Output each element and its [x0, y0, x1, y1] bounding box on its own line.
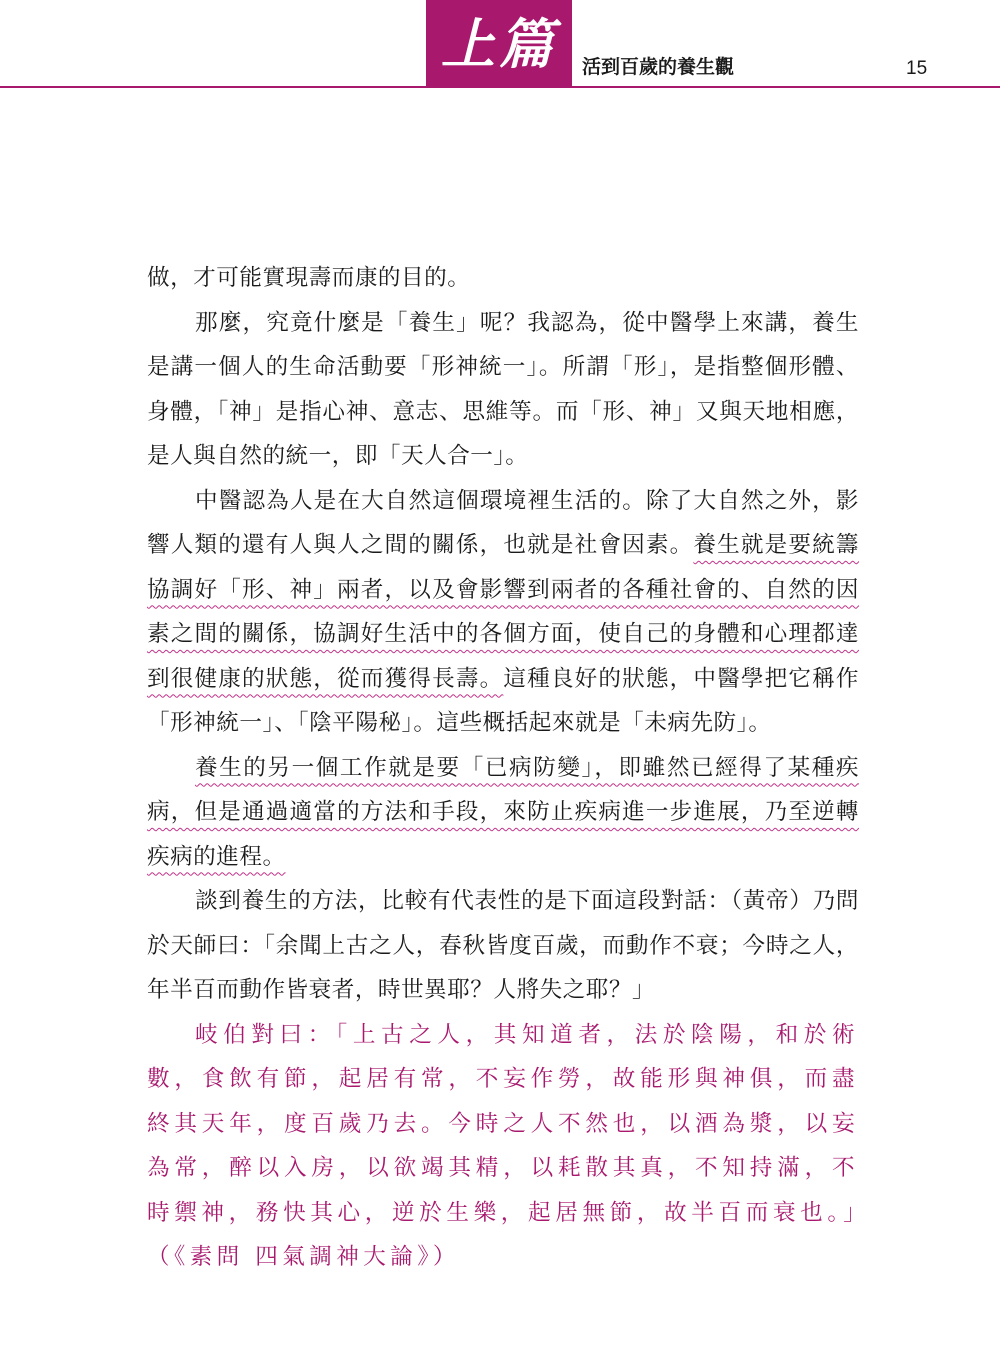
paragraph-3-underlined: 養生就是要統籌協調好「形、神」兩者，以及會影響到兩者的各種社會的、自然的因素之間的關係，協調好生活中的各個方面，使自己的身體和心理都達到很健康的狀態，從而獲得長壽。 — [147, 532, 860, 692]
paragraph-1: 做，才可能實現壽而康的目的。 — [147, 265, 471, 291]
page-number: 15 — [906, 58, 928, 79]
chapter-title: 活到百歲的養生觀 — [582, 56, 735, 78]
part-label-box — [426, 0, 572, 87]
paragraph-2: 那麼，究竟什麼是「養生」呢？我認為，從中醫學上來講，養生是講一個人的生命活動要「形神統一」。所謂「形」，是指整個形體、身體，「神」是指心神、意志、思維等。而「形、神」又與天地相應，是人與自然的統一，即「天人合一」。 — [147, 309, 859, 469]
paragraph-3 — [147, 479, 859, 746]
paragraph-4 — [147, 746, 859, 880]
part-label: 上篇 — [441, 11, 557, 76]
body-text — [147, 256, 859, 1280]
paragraph-3-start: 中醫認為人是在大自然這個環境裡生活的。除了大自然之外，影響人類的還有人與人之間的關係，也就是社會因素。 — [147, 487, 859, 558]
paragraph-4-underlined: 養生的另一個工作就是要「已病防變」，即雖然已經得了某種疾病，但是通過適當的方法和手段，來防止疾病進一步進展，乃至逆轉疾病的進程。 — [147, 754, 859, 870]
header-rule — [0, 86, 1000, 88]
classical-quote: 岐伯對曰：「上古之人，其知道者，法於陰陽，和於術數，食飲有節，起居有常，不妄作勞，故能形與神俱，而盡終其天年，度百歲乃去。今時之人不然也，以酒為漿，以妄為常，醉以入房，以欲竭其精，以耗散其真，不知持滿，不時禦神，務快其心，逆於生樂，起居無節，故半百而衰也。」（《素問 四氣調神大論》） — [147, 1021, 859, 1270]
paragraph-5: 談到養生的方法，比較有代表性的是下面這段對話：（黃帝）乃問於天師曰：「余聞上古之人，春秋皆度百歲，而動作不衰；今時之人，年半百而動作皆衰者，時世異耶？人將失之耶？」 — [147, 888, 859, 1003]
paragraph-3-end: 這種良好的狀態，中醫學把它稱作「形神統一」、「陰平陽秘」。這些概括起來就是「未病先防」。 — [147, 665, 860, 736]
